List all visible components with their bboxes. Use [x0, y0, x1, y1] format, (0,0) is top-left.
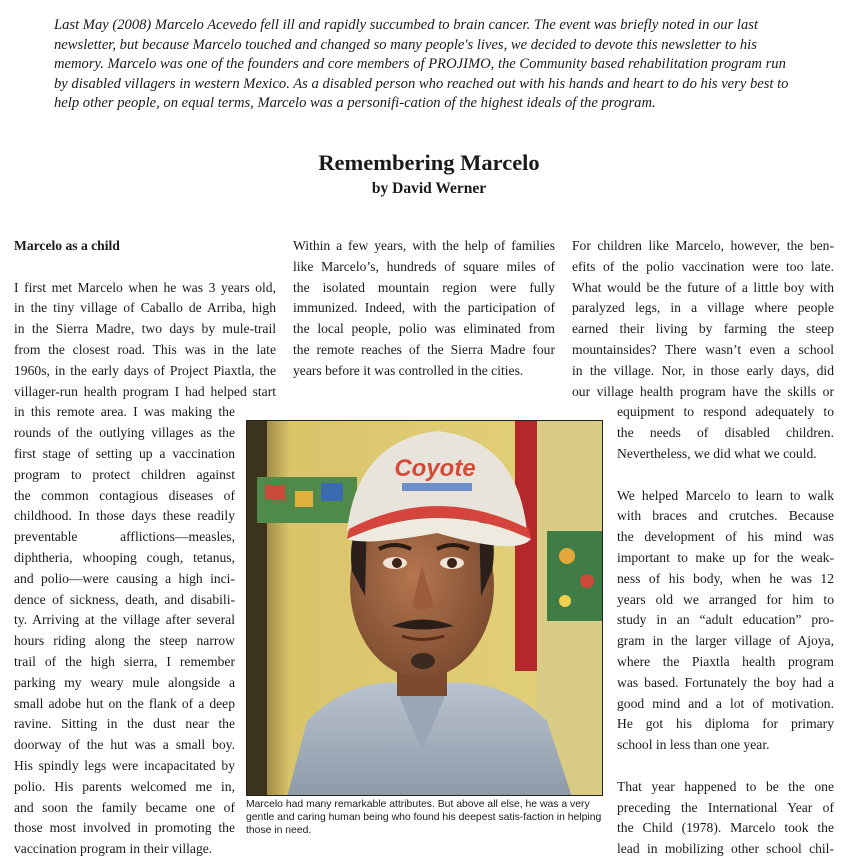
column-1: [14, 236, 276, 860]
text-line: parking my weary mule alongside a: [14, 674, 235, 690]
text-line: the local people, polio was eliminated from: [293, 321, 555, 337]
text-line: I first met Marcelo when he was 3 years old,: [14, 279, 276, 295]
text-line: mountainsides? There wasn’t even a school: [572, 341, 834, 357]
text-line: preventable afflictions—measles,: [14, 529, 235, 545]
text-line: 1960s, in the early days of Project Piaxtla, the: [14, 362, 276, 378]
text-line: small adobe hut on the flank of a deep: [14, 695, 235, 711]
text-line: paralyzed legs, in a village where people: [572, 300, 834, 316]
portrait-photo: [246, 420, 603, 796]
text-line: His spindly legs were incapacitated by: [14, 757, 235, 773]
column-3: [572, 236, 834, 860]
text-line: school in less than one year.: [617, 737, 770, 753]
text-line: the remote reaches of the Sierra Madre four: [293, 341, 555, 357]
col3-narrow-text-3: [617, 777, 834, 860]
text-line: program to protect children against: [14, 466, 235, 482]
text-line: study in an “adult education” pro-: [617, 612, 834, 628]
text-line: the common contagious diseases of: [14, 487, 235, 503]
text-line: earned their living by farming the steep: [572, 321, 834, 337]
text-line: those most involved in promoting the: [14, 820, 235, 836]
text-line: equipment to respond adequately to: [617, 404, 834, 420]
text-line: like Marcelo’s, hundreds of square miles of: [293, 258, 555, 274]
text-line: hours riding along the steep narrow: [14, 633, 235, 649]
text-line: villager-run health program I had helped start: [14, 383, 276, 399]
text-line: in the Sierra Madre, two days by mule-trail: [14, 321, 276, 337]
text-line: important to make up for the weak-: [617, 549, 834, 565]
text-line: first stage of setting up a vaccination: [14, 445, 235, 461]
text-line: our village health program have the skills or: [572, 383, 834, 399]
text-line: preceding the International Year of: [617, 799, 834, 815]
text-line: efits of the polio vaccination were too late.: [572, 258, 834, 274]
text-line: vaccination program in their village.: [14, 841, 213, 857]
text-line: diphtheria, whooping cough, tetanus,: [14, 549, 235, 565]
col2-text: [293, 236, 555, 382]
text-line: childhood. In those days these readily: [14, 508, 235, 524]
section-heading: Marcelo as a child: [14, 238, 120, 253]
text-line: was based. Fortunately the boy had a: [617, 674, 834, 690]
text-line: years old we arranged for him to: [617, 591, 834, 607]
col3-narrow-text-2: [617, 486, 834, 756]
intro-paragraph: Last May (2008) Marcelo Acevedo fell ill and rapidly succumbed to brain cancer. The event was briefly noted in our last newsletter, but because Marcelo touched and changed so many people's lives, we decided to devote this newsletter to his memory. Marcelo was one of the founders and core members of PROJIMO, the Community based rehabilitation program run by disabled villagers in western Mexico. As a disabled person who reached out with his hands and heart to do his very best to help other people, on equal terms, Marcelo was a personifi-cation of the highest ideals of the program.: [54, 17, 789, 112]
text-line: For children like Marcelo, however, the ben-: [572, 238, 834, 253]
photo-caption: Marcelo had many remarkable attributes. But above all else, he was a very gentle and caring human being who found his deepest satis-faction in helping those in need.: [246, 799, 602, 836]
text-line: the needs of disabled children.: [617, 425, 834, 441]
text-line: the Child (1978). Marcelo took the: [617, 820, 834, 836]
text-line: Nevertheless, we did what we could.: [617, 445, 817, 461]
text-line: and polio—were causing a high inci-: [14, 570, 235, 586]
text-line: doorway of the hut was a small boy.: [14, 737, 235, 753]
text-line: dence of sickness, death, and disabili-: [14, 591, 235, 607]
text-line: in the tiny village of Caballo de Arriba, high: [14, 300, 276, 316]
text-line: with braces and crutches. Because: [617, 508, 834, 524]
text-line: years before it was controlled in the cities.: [293, 362, 524, 378]
text-line: rounds of the outlying villages as the: [14, 425, 235, 441]
text-line: from the closest road. This was in the late: [14, 341, 276, 357]
text-line: good mind and a lot of motivation.: [617, 695, 834, 711]
text-line: immunized. Indeed, with the participation of: [293, 300, 555, 316]
col1-narrow-text: [14, 402, 235, 860]
text-line: ness of his body, when he was 12: [617, 570, 834, 586]
article-title: Remembering Marcelo: [318, 150, 540, 175]
text-line: the development of his mind was: [617, 529, 834, 545]
text-line: He got his diploma for primary: [617, 716, 834, 732]
text-line: We helped Marcelo to learn to walk: [617, 487, 834, 503]
col3-narrow-text-1: [617, 402, 834, 464]
text-line: Within a few years, with the help of families: [293, 238, 555, 253]
text-line: That year happened to be the one: [617, 778, 834, 794]
text-line: ravine. Sitting in the dust near the: [14, 716, 235, 732]
text-line: ty. Arriving at the village after several: [14, 612, 235, 628]
text-line: gram in the larger village of Ajoya,: [617, 633, 834, 649]
col1-wide-text: [14, 278, 276, 403]
text-line: in this remote area. I was making the: [14, 404, 235, 420]
article-byline: by David Werner: [371, 180, 487, 197]
cap-logo-text: Coyote: [394, 455, 476, 482]
col3-wide-text: [572, 236, 834, 402]
text-line: polio. His parents welcomed me in,: [14, 778, 235, 794]
text-line: and soon the family became one of: [14, 799, 235, 815]
text-line: the isolated mountain region were fully: [293, 279, 555, 295]
text-line: in the village. Nor, in those early days, did: [572, 362, 834, 378]
portrait-illustration: [247, 421, 603, 796]
text-line: lead in mobilizing other school chil-: [617, 841, 834, 857]
text-line: What would be the future of a little boy with: [572, 279, 834, 295]
text-line: where the Piaxtla health program: [617, 653, 834, 669]
text-line: trail of the high sierra, I remember: [14, 653, 235, 669]
column-2: [293, 236, 555, 382]
